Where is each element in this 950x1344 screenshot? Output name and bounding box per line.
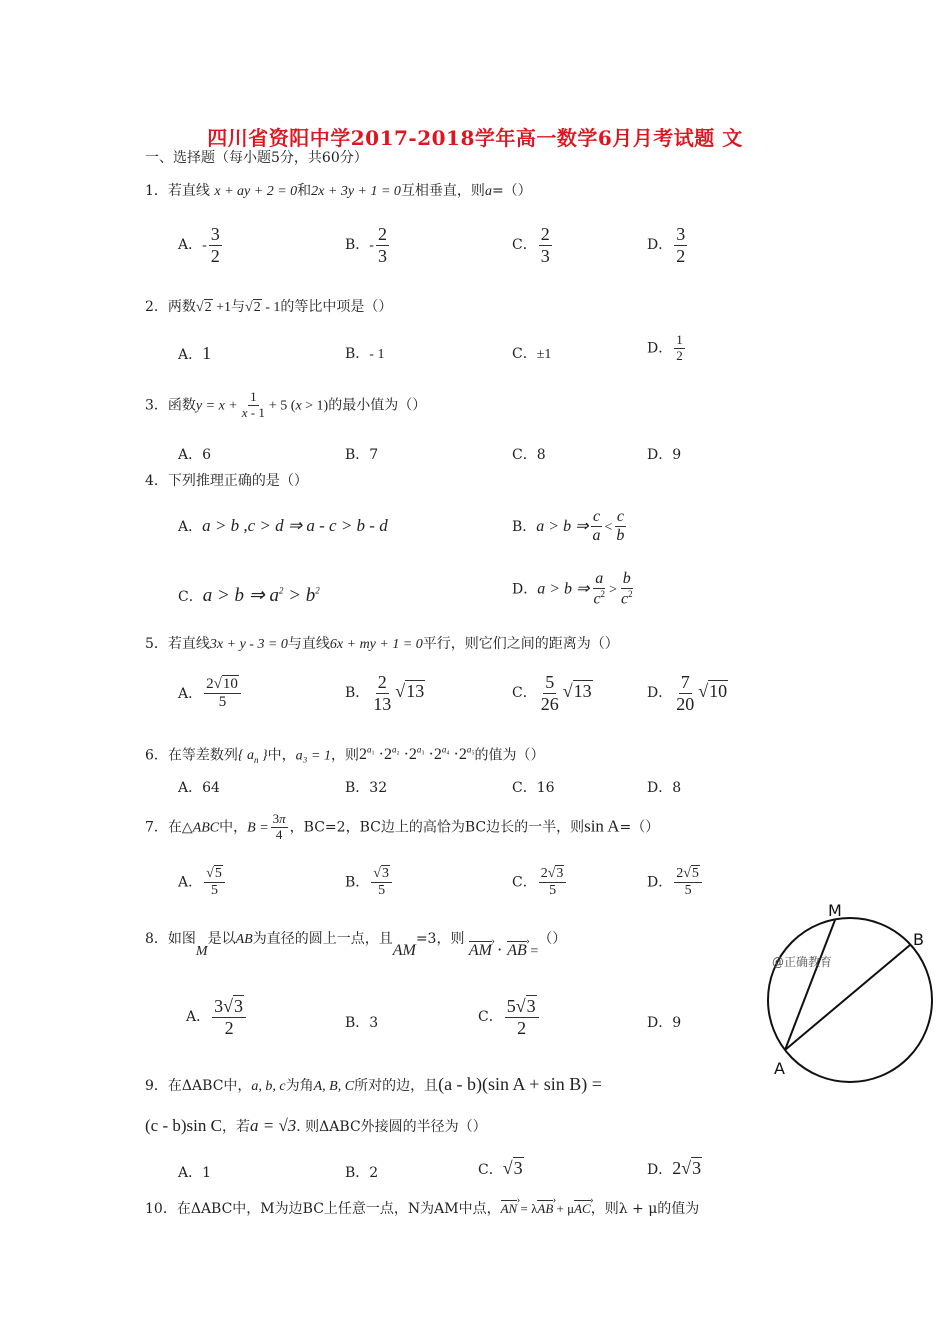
question-4-option-d: D．a > b ⇒ $\frac{a}{c^2}$ > $\frac{b}{c^2}$ — [512, 570, 633, 608]
watermark-text: @正确教育 — [772, 955, 833, 969]
question-5-option-a: A． $\frac{2√10}{5}$ — [178, 676, 243, 712]
question-8-stem: 8．如图M是以AB为直径的圆上一点，且AM=3，则 AM › · AB › =（） — [145, 928, 566, 950]
chord-am — [785, 920, 835, 1050]
page-title: 四川省资阳中学2017-2018学年高一数学6月月考试题 文 — [207, 126, 743, 150]
question-4-stem: 4．下列推理正确的是（） — [145, 473, 308, 489]
question-5-option-b: B． $\frac{2}{13}$ √13 — [345, 672, 425, 714]
question-9-option-c: C．√3 — [478, 1158, 523, 1178]
question-1-option-b: B．- $\frac{2}{3}$ — [345, 224, 387, 266]
question-2-option-b: B．- 1 — [345, 346, 385, 362]
question-9-option-a: A．1 — [178, 1165, 212, 1181]
question-8-option-c: C． $\frac{5√3}{2}$ — [478, 996, 541, 1038]
question-6-option-b: B．32 — [345, 780, 388, 796]
label-a: A — [774, 1059, 785, 1078]
question-9-stem-line2: (c - b)sin C，若a = √3. 则ΔABC外接圆的半径为（） — [145, 1116, 487, 1135]
question-7-option-d: D． $\frac{2√5}{5}$ — [647, 866, 704, 899]
question-2-stem: 2．两数√2 +1与√2 - 1的等比中项是（） — [145, 299, 393, 315]
question-3-option-b: B．7 — [345, 447, 379, 463]
question-2-option-c: C．±1 — [512, 346, 552, 362]
question-4-option-c: C．a > b ⇒ $a^2 > b^2$ — [178, 585, 320, 606]
question-8-option-a: A． $\frac{3√3}{2}$ — [186, 996, 248, 1038]
label-m: M — [828, 901, 842, 920]
question-9-option-d: D．2√3 — [647, 1158, 702, 1178]
circle — [768, 918, 932, 1082]
question-2-option-d: D． $\frac{1}{2}$ — [647, 332, 683, 363]
circle-figure — [760, 900, 940, 1090]
question-8-option-b: B．3 — [345, 1015, 379, 1031]
question-4-option-a: A．a > b ,c > d ⇒ a - c > b - d — [178, 516, 388, 535]
question-4-option-b: B．a > b ⇒ $\frac{c}{a}$ < $\frac{c}{b}$ — [512, 508, 625, 545]
question-8-option-d: D．9 — [647, 1015, 682, 1031]
question-1-option-a: A．- $\frac{3}{2}$ — [178, 224, 220, 266]
question-6-option-c: C．16 — [512, 780, 555, 796]
question-3-option-c: C．8 — [512, 447, 546, 463]
question-6-option-d: D．8 — [647, 780, 682, 796]
question-7-option-a: A． $\frac{√5}{5}$ — [178, 866, 227, 899]
question-7-option-c: C． $\frac{2√3}{5}$ — [512, 866, 568, 899]
question-10-stem: 10．在ΔABC中，M为边BC上任意一点，N为AM中点，AN › = λAB › + μAC ›，则λ + μ的值为 — [145, 1199, 699, 1219]
question-3-option-a: A．6 — [178, 447, 212, 463]
question-5-option-d: D． $\frac{7}{20}$ √10 — [647, 672, 728, 714]
question-1-option-d: D． $\frac{3}{2}$ — [647, 224, 686, 266]
section-heading: 一、选择题（每小题5分，共60分） — [145, 150, 368, 166]
question-9-option-b: B．2 — [345, 1165, 379, 1181]
question-2-option-a: A．1 — [178, 343, 212, 363]
question-7-stem: 7．在△ABC中，B = $\frac{3\pi}{4}$ ，BC=2，BC边上的高恰为BC边长的一半，则sin A=（） — [145, 811, 660, 842]
question-7-option-b: B． $\frac{√3}{5}$ — [345, 866, 394, 899]
question-5-option-c: C． $\frac{5}{26}$ √13 — [512, 672, 592, 714]
question-6-option-a: A．64 — [178, 780, 220, 796]
question-1-option-c: C． $\frac{2}{3}$ — [512, 224, 550, 266]
question-3-option-d: D．9 — [647, 447, 682, 463]
label-b: B — [913, 930, 924, 949]
question-1-stem: 1．若直线 x + ay + 2 = 0和2x + 3y + 1 = 0互相垂直，则a=（） — [145, 183, 532, 199]
question-3-stem: 3．函数y = x + $\frac{1}{x - 1}$ + 5 (x > 1)的最小值为（） — [145, 389, 427, 420]
question-6-stem: 6．在等差数列{ $a_n$ }中，a₃ = 1，则$2^{a_1} \cdot 2^{a_2} \cdot 2^{a_3} \cdot 2^{a_4} \cdot 2^{a_5}$的值为（） — [145, 745, 545, 766]
question-5-stem: 5．若直线3x + y - 3 = 0与直线6x + my + 1 = 0平行，则它们之间的距离为（） — [145, 636, 619, 652]
question-9-stem-line1: 9．在ΔABC中，a, b, c为角A, B, C所对的边，且(a - b)(sin A + sin B) = — [145, 1074, 602, 1094]
